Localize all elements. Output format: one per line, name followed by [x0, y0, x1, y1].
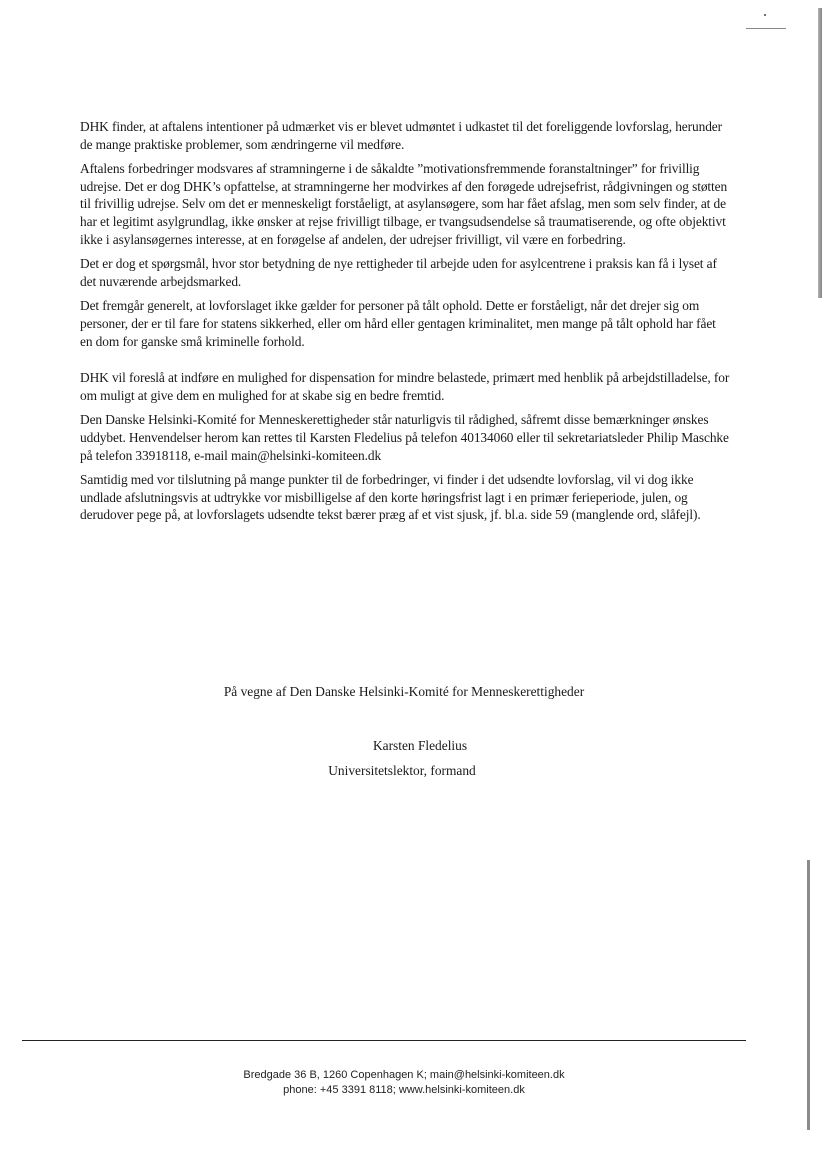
letter-body	[80, 118, 730, 531]
paragraph-contact: Den Danske Helsinki-Komité for Menneskerettigheder står naturligvis til rådighed, såfremt disse bemærkninger ønskes uddybet. Henvendelser herom kan rettes til Karsten Fledelius på telefon 40134060 eller til sekretariatsleder Philip Maschke på telefon 33918118, e-mail main@helsinki-komiteen.dk	[80, 412, 729, 463]
scan-artifact-mark	[746, 28, 786, 29]
closing-on-behalf: På vegne af Den Danske Helsinki-Komité for Menneskerettigheder	[223, 684, 585, 699]
paragraph-tightening: Aftalens forbedringer modsvares af stramningerne i de såkaldte ”motivationsfremmende foranstaltninger” for frivillig udrejse. Det er dog DHK’s opfattelse, at stramningerne her modvirkes af den forøgede udrejsefrist, rådgivningen og støtten til frivillig udrejse. Selv om det er menneskeligt forståeligt, at asylansøgere, som har fået afslag, men som selv finder, at de har et legitimt asylgrundlag, ikke ønsker at rejse frivilligt tilbage, er tvangsudsendelse så traumatiserende, og ofte objektivt ikke i asylansøgernes interesse, at en forøgelse af andelen, der udrejser frivilligt, vil være en forbedring.	[80, 161, 728, 247]
scan-artifact-dot	[764, 14, 766, 16]
signer-name: Karsten Fledelius	[372, 738, 468, 753]
paragraph-work-rights: Det er dog et spørgsmål, hvor stor betydning de nye rettigheder til arbejde uden for asylcentrene i praksis kan få i lyset af det nuværende arbejdsmarked.	[80, 256, 717, 289]
paragraph-dispensation: DHK vil foreslå at indføre en mulighed for dispensation for mindre belastede, primært med henblik på arbejdstilladelse, for om muligt at give dem en mulighed for at skabe sig en bedre fremtid.	[80, 370, 730, 403]
scan-edge-shadow	[818, 8, 822, 298]
footer-contact: phone: +45 3391 8118; www.helsinki-komiteen.dk	[283, 1084, 525, 1096]
paragraph-intentions: DHK finder, at aftalens intentioner på udmærket vis er blevet udmøntet i udkastet til det foreliggende lovforslag, herunder de mange praktiske problemer, som ændringerne vil medføre.	[80, 119, 722, 152]
footer-address: Bredgade 36 B, 1260 Copenhagen K; main@helsinki-komiteen.dk	[243, 1069, 565, 1081]
paragraph-conclusion: Samtidig med vor tilslutning på mange punkter til de forbedringer, vi finder i det udsendte lovforslag, vil vi dog ikke undlade afslutningsvis at udtrykke vor misbilligelse af den korte høringsfrist lagt i en primær ferieperiode, julen, og derudover pege på, at lovforslagets udsendte tekst bærer præg af et vist sjusk, jf. bl.a. side 59 (manglende ord, slåfejl).	[80, 472, 701, 523]
signer-title: Universitetslektor, formand	[328, 763, 476, 778]
footer-divider	[22, 1040, 746, 1041]
paragraph-tolerated-stay: Det fremgår generelt, at lovforslaget ikke gælder for personer på tålt ophold. Dette er forståeligt, når det drejer sig om personer, der er til fare for statens sikkerhed, eller om hård eller gentagen kriminalitet, men mange på tålt ophold har fået en dom for ganske små kriminelle forhold.	[80, 298, 716, 349]
